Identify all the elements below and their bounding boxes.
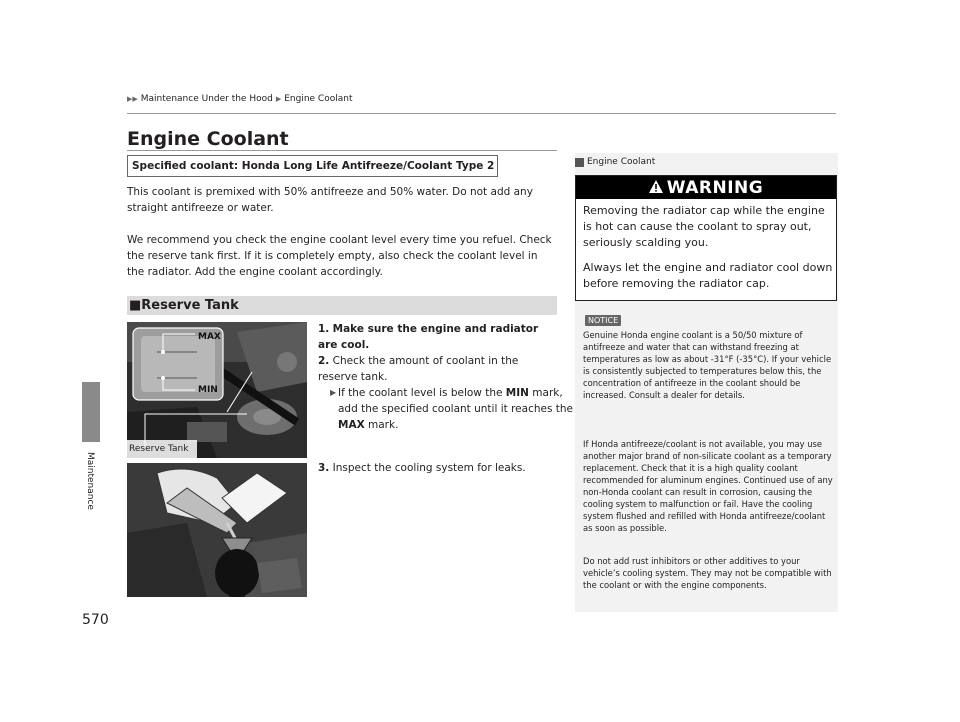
substep-arrow-icon: ▶ bbox=[330, 388, 337, 397]
substep-text-a: If the coolant level is below the bbox=[338, 387, 506, 399]
breadcrumb-arrow-icon: ▶▶ bbox=[127, 95, 138, 103]
section-heading bbox=[127, 296, 557, 315]
notice-badge: NOTICE bbox=[585, 315, 621, 326]
notice-text: Genuine Honda engine coolant is a 50/50 mixture of antifreeze and water that can withstand freezing at temperatures as low as about -31°F (-35°C). If your vehicle is consistently subjected to temperatures below this, the concentration of antifreeze in the coolant should be increased. Consult a dealer for details. bbox=[583, 330, 832, 400]
step-3 bbox=[318, 460, 558, 476]
reference-marker-icon bbox=[575, 158, 584, 167]
warning-paragraph-1: Removing the radiator cap while the engine is hot can cause the coolant to spray out, seriously scalding you. bbox=[583, 204, 825, 249]
pouring-coolant-photo bbox=[127, 463, 307, 597]
section-title: Reserve Tank bbox=[141, 298, 239, 313]
breadcrumb-item-engine-coolant[interactable]: Engine Coolant bbox=[284, 94, 353, 104]
intro-paragraph-1: This coolant is premixed with 50% antifreeze and 50% water. Do not add any straight antifreeze or water. bbox=[127, 186, 533, 214]
breadcrumb bbox=[127, 94, 352, 104]
step-2 bbox=[318, 353, 558, 385]
step-1-number: 1. bbox=[318, 323, 330, 335]
step-1 bbox=[318, 321, 558, 353]
spec-box-text: Specified coolant: Honda Long Life Antifreeze/Coolant Type 2 bbox=[132, 160, 495, 172]
substep-text-c: mark. bbox=[364, 419, 399, 431]
intro-paragraph-2: We recommend you check the engine coolant level every time you refuel. Check the reserve tank first. If it is completely empty, also check the coolant level in the radiator. Add the engine coolant accordingly. bbox=[127, 234, 552, 278]
warning-paragraph-2: Always let the engine and radiator cool down before removing the radiator cap. bbox=[583, 261, 833, 290]
breadcrumb-item-maintenance[interactable]: Maintenance Under the Hood bbox=[140, 94, 273, 104]
chapter-tab-label: Maintenance bbox=[85, 452, 95, 510]
breadcrumb-arrow-icon: ▶ bbox=[275, 95, 282, 103]
reserve-tank-callout: Reserve Tank bbox=[129, 444, 189, 454]
step-2-text: Check the amount of coolant in the reserve tank. bbox=[318, 355, 519, 383]
step-3-text: Inspect the cooling system for leaks. bbox=[332, 462, 526, 474]
page-number: 570 bbox=[82, 612, 109, 628]
step-2-substep bbox=[318, 385, 578, 433]
title-divider bbox=[127, 150, 557, 151]
reserve-tank-photo bbox=[127, 322, 307, 458]
sidebar-paragraph-3: Do not add rust inhibitors or other additives to your vehicle’s cooling system. They may not be compatible with the coolant or with the engine components. bbox=[583, 556, 832, 590]
step-2-number: 2. bbox=[318, 355, 330, 367]
chapter-tab[interactable] bbox=[82, 382, 100, 442]
substep-text-b: mark, add the specified coolant until it reaches the bbox=[338, 387, 573, 415]
warning-header bbox=[576, 176, 836, 199]
sidebar-heading bbox=[575, 157, 655, 167]
substep-min-label: MIN bbox=[505, 387, 529, 399]
substep-max-label: MAX bbox=[338, 419, 365, 431]
max-callout: MAX bbox=[198, 332, 221, 342]
min-callout: MIN bbox=[198, 385, 218, 395]
page-title: Engine Coolant bbox=[127, 128, 289, 150]
warning-title: WARNING bbox=[666, 177, 764, 198]
sidebar-paragraph-2: If Honda antifreeze/coolant is not available, you may use another major brand of non-silicate coolant as a temporary replacement. Check that it is a high quality coolant recommended for aluminum engines. Continued use of any non-Honda coolant can result in corrosion, causing the cooling system to malfunction or fail. Have the cooling system flushed and refilled with Honda antifreeze/coolant as soon as possible. bbox=[583, 439, 833, 533]
warning-triangle-icon bbox=[649, 178, 663, 198]
spec-box bbox=[127, 155, 498, 177]
sidebar-heading-text: Engine Coolant bbox=[587, 157, 656, 167]
step-1-text: Make sure the engine and radiator are cool. bbox=[318, 323, 539, 351]
step-3-number: 3. bbox=[318, 462, 330, 474]
section-marker-icon: ■ bbox=[129, 298, 142, 313]
header-divider bbox=[127, 113, 836, 114]
